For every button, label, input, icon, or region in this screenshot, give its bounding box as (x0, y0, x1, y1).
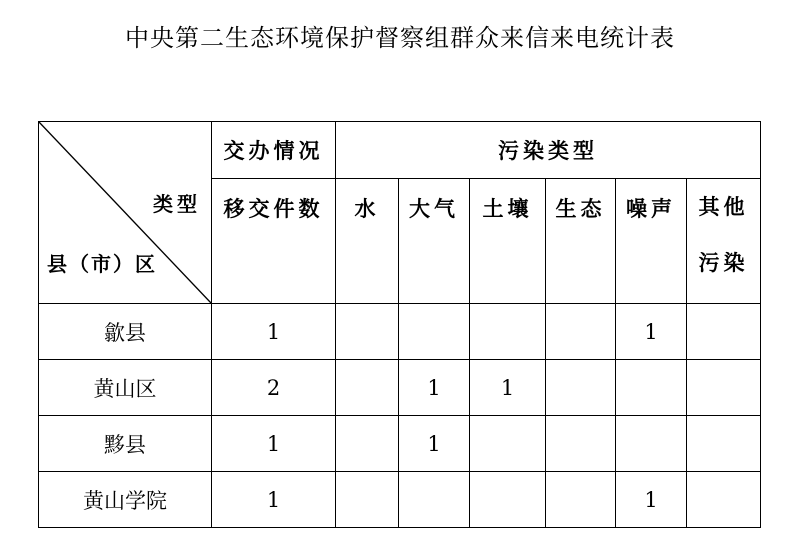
county-cell: 黟县 (39, 416, 212, 472)
page-title: 中央第二生态环境保护督察组群众来信来电统计表 (125, 24, 675, 52)
air-cell: 1 (399, 360, 470, 416)
corner-county-label: 县（市）区 (47, 252, 157, 276)
count-cell: 1 (212, 416, 336, 472)
noise-cell: 1 (616, 472, 687, 528)
ecology-header: 生态 (546, 179, 616, 304)
table-row (39, 416, 761, 472)
air-cell: 1 (399, 416, 470, 472)
header-row-1 (39, 122, 761, 179)
county-cell: 黄山学院 (39, 472, 212, 528)
air-cell (399, 304, 470, 360)
corner-type-label: 类型 (153, 192, 201, 216)
noise-cell: 1 (616, 304, 687, 360)
soil-cell (470, 416, 546, 472)
other-header-line-2: 污染 (698, 251, 749, 275)
noise-cell (616, 360, 687, 416)
pollution-type-header: 污染类型 (336, 122, 761, 179)
corner-header-cell (39, 122, 212, 304)
count-cell: 1 (212, 472, 336, 528)
ecology-cell (546, 472, 616, 528)
other-cell (687, 360, 761, 416)
table-row (39, 304, 761, 360)
other-header-line-1: 其他 (698, 195, 749, 219)
water-cell (336, 472, 399, 528)
other-cell (687, 472, 761, 528)
county-cell: 歙县 (39, 304, 212, 360)
water-cell (336, 416, 399, 472)
soil-header: 土壤 (470, 179, 546, 304)
ecology-cell (546, 416, 616, 472)
other-cell (687, 416, 761, 472)
county-cell: 黄山区 (39, 360, 212, 416)
statistics-table (38, 121, 761, 528)
water-cell (336, 360, 399, 416)
noise-header: 噪声 (616, 179, 687, 304)
table-row (39, 472, 761, 528)
soil-cell (470, 472, 546, 528)
air-header: 大气 (399, 179, 470, 304)
other-cell (687, 304, 761, 360)
ecology-cell (546, 304, 616, 360)
soil-cell: 1 (470, 360, 546, 416)
air-cell (399, 472, 470, 528)
transfer-count-header: 移交件数 (212, 179, 336, 304)
other-pollution-header (687, 179, 761, 304)
soil-cell (470, 304, 546, 360)
table-row (39, 360, 761, 416)
water-header: 水 (336, 179, 399, 304)
noise-cell (616, 416, 687, 472)
ecology-cell (546, 360, 616, 416)
transfer-status-header: 交办情况 (212, 122, 336, 179)
count-cell: 1 (212, 304, 336, 360)
count-cell: 2 (212, 360, 336, 416)
water-cell (336, 304, 399, 360)
